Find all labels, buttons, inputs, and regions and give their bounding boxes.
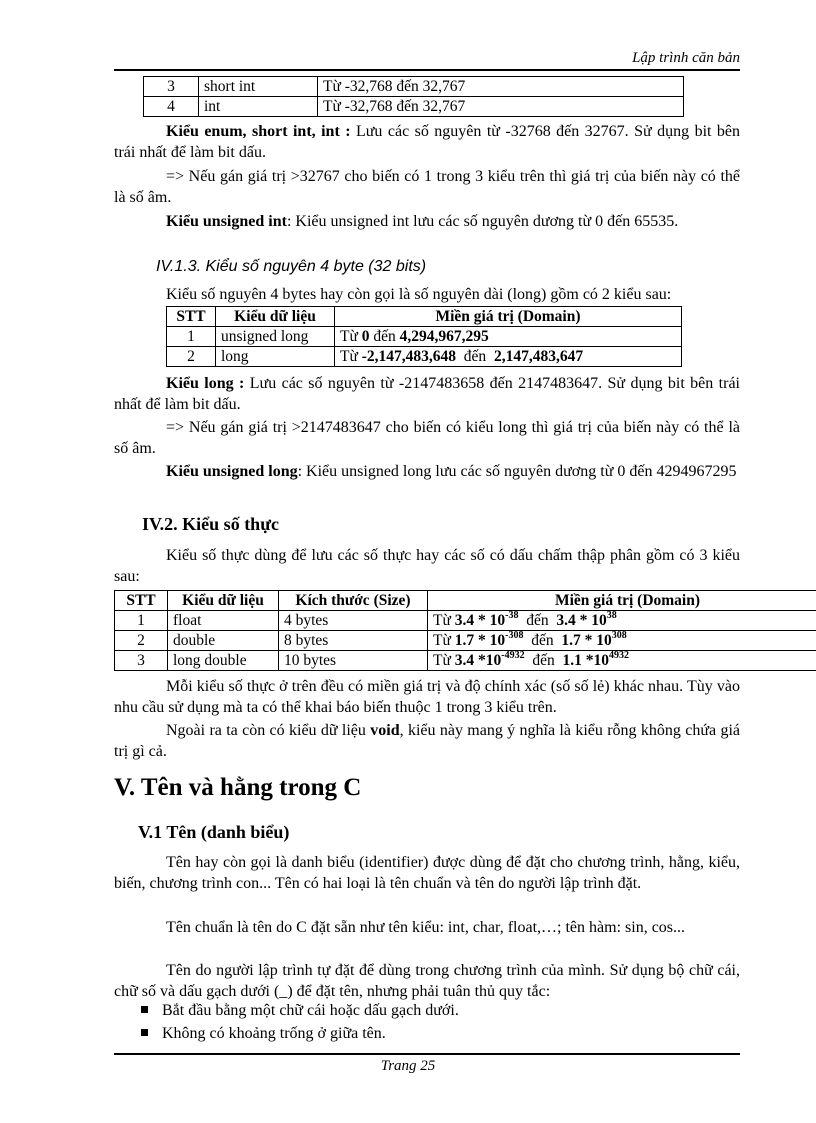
table-row: 1 float 4 bytes Từ $3.4 * 10^{-38}$ đến $3.4 * 10^{38}$ [115,611,816,631]
para-name-2: Tên chuẩn là tên do C đặt sẵn như tên kiểu: int, char, float,…; tên hàm: sin, cos... [166,919,686,936]
heading-iv-1-3: IV.1.3. Kiểu số nguyên 4 byte (32 bits) [156,258,427,275]
para-unsigned-int: Kiểu unsigned int: Kiểu unsigned int lưu các số nguyên dương từ 0 đến 65535. [166,213,679,230]
table-long [166,306,682,367]
table-row: 3 long double 10 bytes Từ 3.4 $*10^{-4932}$ đến 1.1 $*10^{4932}$ [115,651,816,671]
para-void: Ngoài ra ta còn có kiểu dữ liệu void, kiểu này mang ý nghĩa là kiểu rỗng không chứa giá trị gì cả. [114,722,740,760]
para-name-3: Tên do người lập trình tự đặt để dùng trong chương trình của mình. Sử dụng bộ chữ cái, chữ số và dấu gạch dưới (_) để đặt tên, nhưng phải tuân thủ quy tắc: [114,962,740,1000]
table-row: 3 short int Từ -32,768 đến 32,767 [144,77,684,97]
bullet-square-icon [141,1029,148,1036]
heading-iv-2: IV.2. Kiểu số thực [142,514,279,534]
list-item: Bắt đầu bằng một chữ cái hoặc dấu gạch dưới. [141,1002,459,1020]
para-real-intro: Kiểu số thực dùng để lưu các số thực hay các số có dấu chấm thập phân gồm có 3 kiểu sau: [114,547,740,585]
table-row: 4 int Từ -32,768 đến 32,767 [144,97,684,117]
para-real-note: Mỗi kiểu số thực ở trên đều có miền giá trị và độ chính xác (số số lẻ) khác nhau. Tùy vào nhu cầu sử dụng mà ta có thể khai báo biến thuộc 1 trong 3 kiểu trên. [114,678,740,716]
para-enum: Kiểu enum, short int, int : Lưu các số nguyên từ -32768 đến 32767. Sử dụng bit bên trái nhất để làm bit dấu. [114,123,741,161]
para-long: Kiểu long : Lưu các số nguyên từ -2147483658 đến 2147483647. Sử dụng bit bên trái nhất để làm bit dấu. [114,375,740,413]
heading-v: V. Tên và hằng trong C [114,774,362,801]
footer-rule [114,1053,740,1055]
table-header-row: STT Kiểu dữ liệu Miền giá trị (Domain) [167,307,682,327]
table-row: 1 unsigned long Từ 0 đến 4,294,967,295 [167,327,682,347]
table-row: 2 long Từ -2,147,483,648 đến 2,147,483,647 [167,347,682,367]
para-long-intro: Kiểu số nguyên 4 bytes hay còn gọi là số nguyên dài (long) gồm có 2 kiểu sau: [166,286,672,303]
para-long-note: => Nếu gán giá trị >2147483647 cho biến có kiểu long thì giá trị của biến này có thể là số âm. [114,419,740,457]
page-header: Lập trình căn bản [632,50,740,66]
header-rule [114,69,740,71]
table-row: 2 double 8 bytes Từ $1.7 * 10^{-308}$ đến $1.7 * 10^{308}$ [115,631,816,651]
table-short-int [143,76,684,117]
table-header-row: STT Kiểu dữ liệu Kích thước (Size) Miền giá trị (Domain) [115,591,816,611]
page-footer: Trang 25 [380,1058,436,1074]
heading-v-1: V.1 Tên (danh biểu) [138,822,290,842]
para-unsigned-long: Kiểu unsigned long: Kiểu unsigned long lưu các số nguyên dương từ 0 đến 4294967295 [166,463,737,480]
list-item: Không có khoảng trống ở giữa tên. [141,1025,386,1043]
para-name-1: Tên hay còn gọi là danh biểu (identifier) được dùng để đặt cho chương trình, hằng, kiểu, biến, chương trình con... Tên có hai loại là tên chuẩn và tên do người lập trình đặt. [114,854,740,892]
para-enum-note: => Nếu gán giá trị >32767 cho biến có 1 trong 3 kiểu trên thì giá trị của biến này có thể là số âm. [114,168,740,206]
table-real [114,590,816,671]
bullet-square-icon [141,1006,148,1013]
